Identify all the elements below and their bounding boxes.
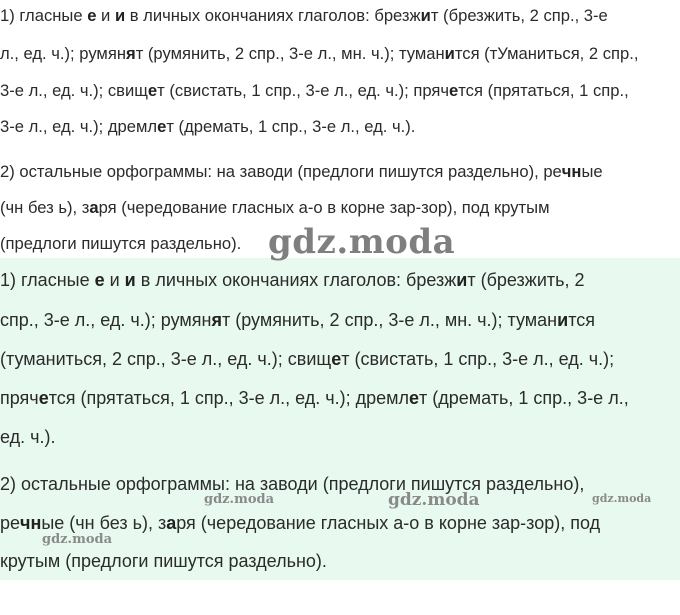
text-fragment: т (дремать, 1 спр., 3-е л., ед. ч.). xyxy=(166,117,416,136)
text-fragment: тся xyxy=(568,310,595,330)
text-fragment: тся (тУманиться, 2 спр., xyxy=(454,44,639,63)
highlighted-letter: и xyxy=(114,6,126,25)
answer-block-plain xyxy=(0,0,680,258)
highlighted-letter: е xyxy=(147,81,158,100)
text-line xyxy=(0,474,584,495)
text-line xyxy=(0,234,241,254)
text-fragment: тся (прятаться, 1 спр., 3-е л., ед. ч.); дремл xyxy=(48,388,410,408)
text-fragment: ре xyxy=(0,513,21,533)
highlighted-letter: е xyxy=(449,81,459,100)
text-line xyxy=(0,270,585,291)
text-fragment: 1) гласные xyxy=(0,270,95,290)
highlighted-letter: е xyxy=(157,117,167,136)
text-fragment: 2) остальные орфограммы: на заводи (предлоги пишутся раздельно), xyxy=(0,474,585,494)
highlighted-letter: а xyxy=(89,198,99,217)
highlighted-letter: я xyxy=(126,44,136,63)
text-fragment: т (свистать, 1 спр., 3-е л., ед. ч.); xyxy=(341,349,615,369)
text-line xyxy=(0,117,415,137)
text-fragment: ед. ч.). xyxy=(0,427,56,447)
text-fragment: ря (чередование гласных а-о в корне зар-зор), под крутым xyxy=(98,198,550,217)
text-fragment: спр., 3-е л., ед. ч.); румян xyxy=(0,310,212,330)
watermark-logo: gdz.moda xyxy=(388,490,480,510)
text-fragment: в личных окончаниях глаголов: брезж xyxy=(135,270,457,290)
highlighted-letter: е xyxy=(331,349,342,369)
text-line xyxy=(0,81,629,101)
text-line xyxy=(0,427,56,448)
watermark-logo: gdz.moda xyxy=(268,222,456,262)
text-fragment: т (брезжить, 2 xyxy=(467,270,585,290)
text-fragment: и xyxy=(104,270,125,290)
text-fragment: 2) остальные орфограммы: на заводи (предлоги пишутся раздельно), ре xyxy=(0,162,562,181)
highlighted-letter: и xyxy=(557,310,569,330)
text-fragment: т (свистать, 1 спр., 3-е л., ед. ч.); пряч xyxy=(157,81,450,100)
text-fragment: т (брезжить, 2 спр., 3-е xyxy=(430,6,608,25)
highlighted-letter: чн xyxy=(20,513,42,533)
highlighted-letter: и xyxy=(124,270,136,290)
text-line xyxy=(0,6,608,26)
text-fragment: л., ед. ч.); румян xyxy=(0,44,126,63)
text-line xyxy=(0,388,629,409)
watermark-logo: gdz.moda xyxy=(204,492,275,507)
text-fragment: т (румянить, 2 спр., 3-е л., мн. ч.); туман xyxy=(221,310,558,330)
highlighted-letter: е xyxy=(94,270,105,290)
text-line xyxy=(0,349,614,370)
watermark-logo: gdz.moda xyxy=(42,532,113,547)
highlighted-letter: е xyxy=(87,6,97,25)
text-fragment: т (румянить, 2 спр., 3-е л., мн. ч.); туман xyxy=(135,44,445,63)
watermark-logo: gdz.moda xyxy=(592,492,652,505)
highlighted-letter: и xyxy=(456,270,468,290)
text-fragment: и xyxy=(96,6,115,25)
text-fragment: (предлоги пишутся раздельно). xyxy=(0,234,242,253)
text-line xyxy=(0,44,638,64)
text-fragment: ря (чередование гласных а-о в корне зар-зор), под xyxy=(176,513,601,533)
text-fragment: (чн без ь), з xyxy=(0,198,90,217)
text-fragment: пряч xyxy=(0,388,39,408)
text-line xyxy=(0,310,595,331)
text-fragment: т (дремать, 1 спр., 3-е л., xyxy=(419,388,629,408)
text-fragment: 3-е л., ед. ч.); свищ xyxy=(0,81,148,100)
highlighted-letter: е xyxy=(38,388,49,408)
highlighted-letter: е xyxy=(409,388,420,408)
text-line xyxy=(0,513,600,534)
highlighted-letter: чн xyxy=(561,162,582,181)
text-fragment: (туманиться, 2 спр., 3-е л., ед. ч.); свищ xyxy=(0,349,332,369)
highlighted-letter: и xyxy=(444,44,455,63)
text-line xyxy=(0,551,327,572)
text-line xyxy=(0,198,549,218)
highlighted-letter: я xyxy=(211,310,222,330)
text-fragment: 3-е л., ед. ч.); дремл xyxy=(0,117,158,136)
text-fragment: крутым (предлоги пишутся раздельно). xyxy=(0,551,327,571)
text-fragment: ые (чн без ь), з xyxy=(41,513,167,533)
highlighted-letter: и xyxy=(420,6,431,25)
highlighted-letter: а xyxy=(166,513,177,533)
text-fragment: 1) гласные xyxy=(0,6,88,25)
text-fragment: тся (прятаться, 1 спр., xyxy=(458,81,629,100)
text-fragment: ые xyxy=(581,162,603,181)
text-fragment: в личных окончаниях глаголов: брезж xyxy=(125,6,421,25)
text-line xyxy=(0,162,603,182)
